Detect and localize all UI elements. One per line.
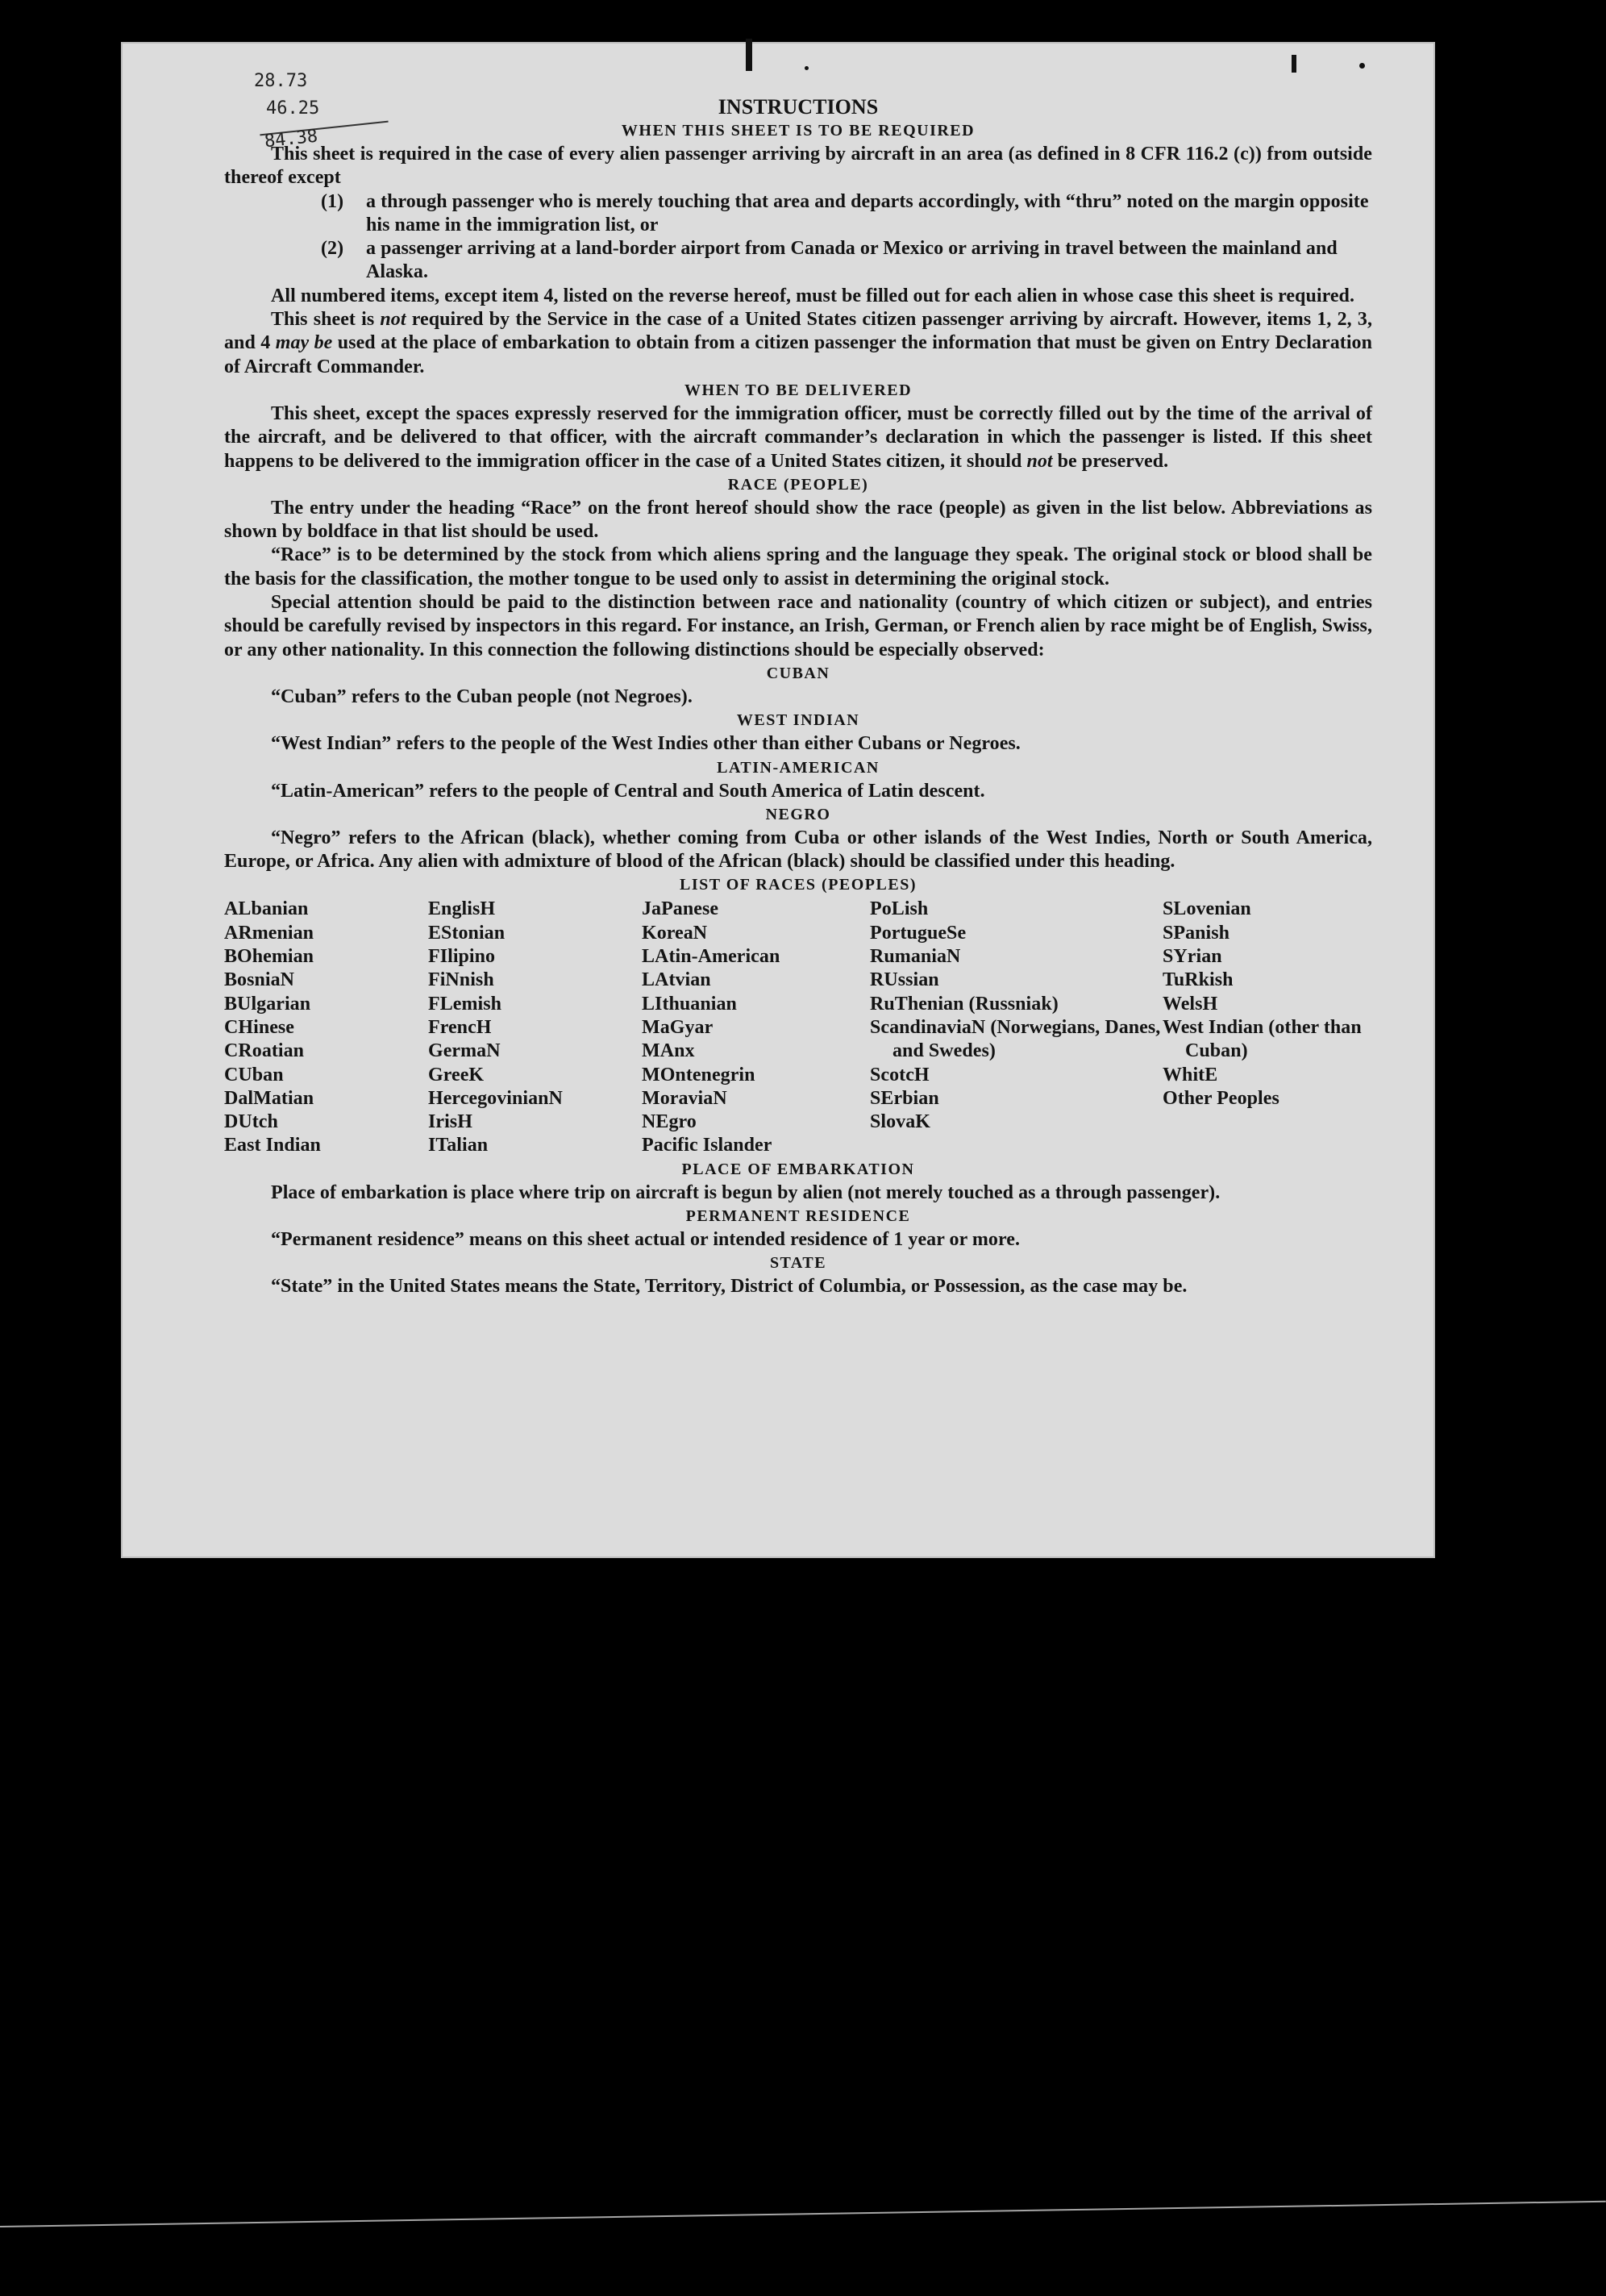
race-entry: ALbanian — [224, 898, 309, 920]
race-entry: BOhemian — [224, 946, 314, 968]
race-entry: HercegovinianN — [428, 1087, 563, 1109]
race-entry: MOntenegrin — [642, 1064, 755, 1085]
race-entry: RUssian — [870, 969, 939, 991]
scan-line — [0, 2201, 1606, 2227]
race-entry: BosniaN — [224, 969, 295, 991]
item-text: a through passenger who is merely touching that area and departs accordingly, with “thru” noted on the margin opposite his name in the immigration list, or — [366, 190, 1369, 235]
paragraph: “West Indian” refers to the people of the West Indies other than either Cubans or Negroes. — [271, 733, 1021, 755]
race-entry: LAtvian — [642, 969, 711, 991]
race-entry: ScandinaviaN (Norwegians, Danes, and Swedes) — [870, 1016, 1161, 1062]
race-entry: CRoatian — [224, 1040, 305, 1062]
race-entry: IrisH — [428, 1111, 472, 1133]
paragraph: This sheet, except the spaces expressly reserved for the immigration officer, must be correctly filled out by the time of the arrival of the aircraft, and be delivered to that officer, with the aircraft commander’s declaration in which the passenger is listed. If this sheet happens to be delivered to the immigration officer in the case of a United States citizen, it should not be preserved. — [224, 402, 1372, 472]
item-text: a passenger arriving at a land-border airport from Canada or Mexico or arriving in travel between the mainland and Alaska. — [366, 238, 1338, 283]
race-entry: SYrian — [1163, 946, 1222, 968]
race-entry: DalMatian — [224, 1087, 314, 1109]
section-heading: NEGRO — [765, 805, 831, 823]
race-entry: FLemish — [428, 993, 502, 1015]
handwritten-line: 28.73 — [254, 71, 308, 91]
section-heading: STATE — [769, 1254, 827, 1273]
race-entry: FIlipino — [428, 946, 496, 968]
races-column — [870, 898, 1163, 1157]
exception-item — [224, 190, 1372, 238]
section-heading: WEST INDIAN — [736, 711, 860, 730]
race-entry: WhitE — [1163, 1064, 1218, 1085]
section-heading: LIST OF RACES (PEOPLES) — [679, 876, 917, 894]
race-entry: ScotcH — [870, 1064, 930, 1085]
race-entry: SPanish — [1163, 922, 1230, 944]
races-list — [224, 898, 1372, 1157]
item-number: (2) — [321, 238, 344, 260]
handwritten-line: 84.38 — [263, 126, 319, 152]
section-heading: CUBAN — [766, 664, 830, 682]
paragraph: “Cuban” refers to the Cuban people (not Negroes). — [271, 685, 693, 707]
race-entry: EStonian — [428, 922, 506, 944]
race-entry: LAtin-American — [642, 946, 780, 968]
race-entry: KoreaN — [642, 922, 708, 944]
paragraph: “Permanent residence” means on this sheet actual or intended residence of 1 year or more. — [271, 1228, 1020, 1250]
race-entry: MAnx — [642, 1040, 695, 1062]
race-entry: GreeK — [428, 1064, 485, 1085]
race-entry: JaPanese — [642, 898, 719, 920]
race-entry: West Indian (other than Cuban) — [1163, 1016, 1362, 1062]
race-entry: NEgro — [642, 1111, 697, 1133]
scan-mark — [746, 39, 752, 71]
paragraph: This sheet is not required by the Service in the case of a United States citizen passenger arriving by aircraft. However, items 1, 2, 3, and 4 may be used at the place of embarkation to obtain from a citizen passenger the information that must be given on Entry Declaration of Aircraft Commander. — [224, 309, 1372, 377]
races-column — [428, 898, 642, 1157]
race-entry: DUtch — [224, 1111, 278, 1133]
races-column — [224, 898, 428, 1157]
race-entry: FrencH — [428, 1016, 492, 1038]
paragraph: The entry under the heading “Race” on the front hereof should show the race (people) as given in the list below. Abbreviations as shown by boldface in that list should be used. — [224, 497, 1372, 543]
paragraph: Special attention should be paid to the distinction between race and nationality (country of which citizen or subject), and entries should be carefully revised by inspectors in this regard. For instance, an Irish, German, or French alien by race might be of English, Swiss, or any other nationality. In this connection the following distinctions should be especially observed: — [224, 592, 1372, 660]
race-entry: EnglisH — [428, 898, 496, 920]
races-column — [1163, 898, 1372, 1157]
instructions-content — [224, 95, 1372, 1299]
race-entry: PortugueSe — [870, 922, 967, 944]
item-number: (1) — [321, 190, 344, 212]
race-entry: Other Peoples — [1163, 1087, 1279, 1109]
race-entry: ARmenian — [224, 922, 314, 944]
paragraph: “Negro” refers to the African (black), whether coming from Cuba or other islands of the West Indies, North or South America, Europe, or Africa. Any alien with admixture of blood of the African (black) should be classified under this heading. — [224, 827, 1372, 873]
paragraph: All numbered items, except item 4, listed on the reverse hereof, must be filled out for each alien in whose case this sheet is required. — [271, 285, 1354, 306]
race-entry: TuRkish — [1163, 969, 1234, 991]
race-entry: MoraviaN — [642, 1087, 727, 1109]
scan-mark — [805, 66, 809, 70]
section-heading: PLACE OF EMBARKATION — [681, 1160, 915, 1178]
section-heading: RACE (PEOPLE) — [727, 475, 869, 494]
race-entry: ITalian — [428, 1135, 489, 1156]
section-heading: WHEN THIS SHEET IS TO BE REQUIRED — [621, 122, 976, 140]
section-heading: WHEN TO BE DELIVERED — [684, 381, 913, 399]
scan-mark — [1292, 55, 1296, 73]
race-entry: SErbian — [870, 1087, 939, 1109]
race-entry: SlovaK — [870, 1111, 930, 1133]
race-entry: SLovenian — [1163, 898, 1251, 920]
race-entry: WelsH — [1163, 993, 1218, 1015]
paragraph: “Race” is to be determined by the stock from which aliens spring and the language they speak. The original stock or blood shall be the basis for the classification, the mother tongue to be used only to assist in determining the original stock. — [224, 544, 1372, 590]
race-entry: MaGyar — [642, 1016, 714, 1038]
paragraph: “State” in the United States means the State, Territory, District of Columbia, or Possession, as the case may be. — [271, 1276, 1188, 1298]
race-entry: East Indian — [224, 1135, 321, 1156]
exception-item — [224, 237, 1372, 285]
race-entry: RuThenian (Russniak) — [870, 993, 1059, 1015]
race-entry: RumaniaN — [870, 946, 961, 968]
race-entry: PoLish — [870, 898, 929, 920]
race-entry: GermaN — [428, 1040, 501, 1062]
race-entry: LIthuanian — [642, 993, 737, 1015]
scan-mark — [1359, 63, 1365, 69]
section-heading: PERMANENT RESIDENCE — [685, 1206, 911, 1225]
paragraph: “Latin-American” refers to the people of Central and South America of Latin descent. — [271, 780, 985, 802]
race-entry: FiNnish — [428, 969, 494, 991]
section-heading: LATIN-AMERICAN — [717, 758, 880, 777]
races-column — [642, 898, 870, 1157]
paragraph: This sheet is required in the case of every alien passenger arriving by aircraft in an area (as defined in 8 CFR 116.2 (c)) from outside thereof except — [224, 144, 1372, 189]
paragraph: Place of embarkation is place where trip on aircraft is begun by alien (not merely touched as a through passenger). — [271, 1181, 1221, 1203]
page-title: INSTRUCTIONS — [718, 95, 879, 119]
race-entry: Pacific Islander — [642, 1135, 772, 1156]
race-entry: CUban — [224, 1064, 284, 1085]
race-entry: BUlgarian — [224, 993, 311, 1015]
race-entry: CHinese — [224, 1016, 295, 1038]
handwritten-line: 46.25 — [266, 98, 320, 119]
